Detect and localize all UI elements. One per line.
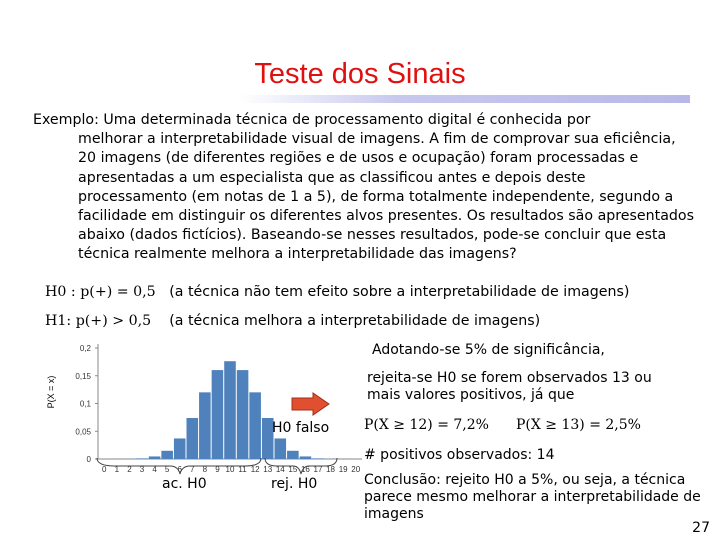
reject-rule-text: rejeita-se H0 se forem observados 13 ou mais valores positivos, já que (367, 370, 652, 403)
x-tick-label: 13 (263, 465, 273, 474)
h0-label: H0 : p(+) = 0,5 (45, 284, 156, 300)
prob-ge-12: P(X ≥ 12) = 7,2% (364, 417, 489, 433)
title-underline (240, 95, 690, 103)
x-tick-label: 3 (139, 465, 145, 474)
x-tick-label: 8 (202, 465, 208, 474)
x-tick-label: 14 (275, 465, 285, 474)
x-tick-label: 17 (313, 465, 323, 474)
bar (199, 392, 211, 459)
h0-row (45, 284, 629, 300)
paragraph-first-line: Exemplo: Uma determinada técnica de processamento digital é conhecida por (33, 112, 591, 128)
h1-label: H1: p(+) > 0,5 (45, 313, 152, 329)
x-tick-label: 10 (225, 465, 235, 474)
h0-description: (a técnica não tem efeito sobre a interpretabilidade de imagens) (169, 284, 630, 300)
x-tick-label: 7 (190, 465, 195, 474)
x-tick-label: 19 (338, 465, 348, 474)
y-tick-label: 0,2 (79, 344, 91, 353)
x-tick-label: 6 (177, 465, 182, 474)
example-paragraph (33, 111, 698, 265)
acceptance-brace (95, 456, 265, 478)
conclusion-text: Conclusão: rejeito H0 a 5%, ou seja, a técnica parece mesmo melhorar a interpretabilidade de imagens (364, 472, 701, 522)
x-tick-label: 20 (351, 465, 361, 474)
y-tick-label: 0 (86, 455, 91, 464)
y-tick-label: 0,1 (79, 399, 91, 409)
h1-description: (a técnica melhora a interpretabilidade de imagens) (169, 313, 541, 329)
h1-row (45, 313, 540, 329)
x-tick-label: 1 (114, 465, 120, 474)
y-tick-label: 0,15 (75, 371, 91, 381)
prob-ge-13: P(X ≥ 13) = 2,5% (516, 417, 641, 433)
h0-false-label: H0 falso (272, 420, 330, 436)
x-tick-label: 15 (288, 465, 298, 474)
x-tick-label: 4 (152, 465, 157, 474)
bar (249, 392, 261, 459)
x-tick-label: 16 (300, 465, 310, 474)
bar (187, 418, 199, 459)
x-tick-label: 5 (164, 465, 170, 474)
bar (237, 370, 249, 459)
y-axis-label: P(X = x) (46, 375, 56, 409)
arrow-right-icon (291, 392, 331, 416)
x-tick-label: 9 (215, 465, 220, 474)
x-tick-label: 11 (238, 465, 247, 474)
reject-label: rej. H0 (271, 476, 318, 492)
observed-positives: # positivos observados: 14 (364, 447, 555, 463)
x-tick-label: 12 (250, 465, 260, 474)
page-number: 27 (692, 520, 710, 536)
bar (212, 370, 224, 459)
rejection-brace (263, 456, 343, 478)
y-tick-label: 0,05 (75, 427, 91, 437)
alpha-text: Adotando-se 5% de significância, (372, 342, 605, 358)
x-tick-label: 0 (102, 465, 107, 474)
bar (224, 361, 236, 459)
slide-title: Teste dos Sinais (254, 58, 466, 90)
paragraph-body: melhorar a interpretabilidade visual de imagens. A fim de comprovar sua eficiência, 20 imagens (de diferentes regiões e de usos e ocupação) foram processadas e apresentadas a um especialista que as classificou antes e depois deste processamento (em notas de 1 a 5), de forma totalmente independente, segundo a facilidade em distinguir os diferentes alvos presentes. Os resultados são apresentados abaixo (dados fictícios). Baseando-se nesses resultados, pode-se concluir que esta técnica realmente melhora a interpretabilidade das imagens? (78, 131, 694, 263)
accept-label: ac. H0 (162, 476, 207, 492)
x-tick-label: 2 (127, 465, 132, 474)
x-tick-label: 18 (326, 465, 336, 474)
